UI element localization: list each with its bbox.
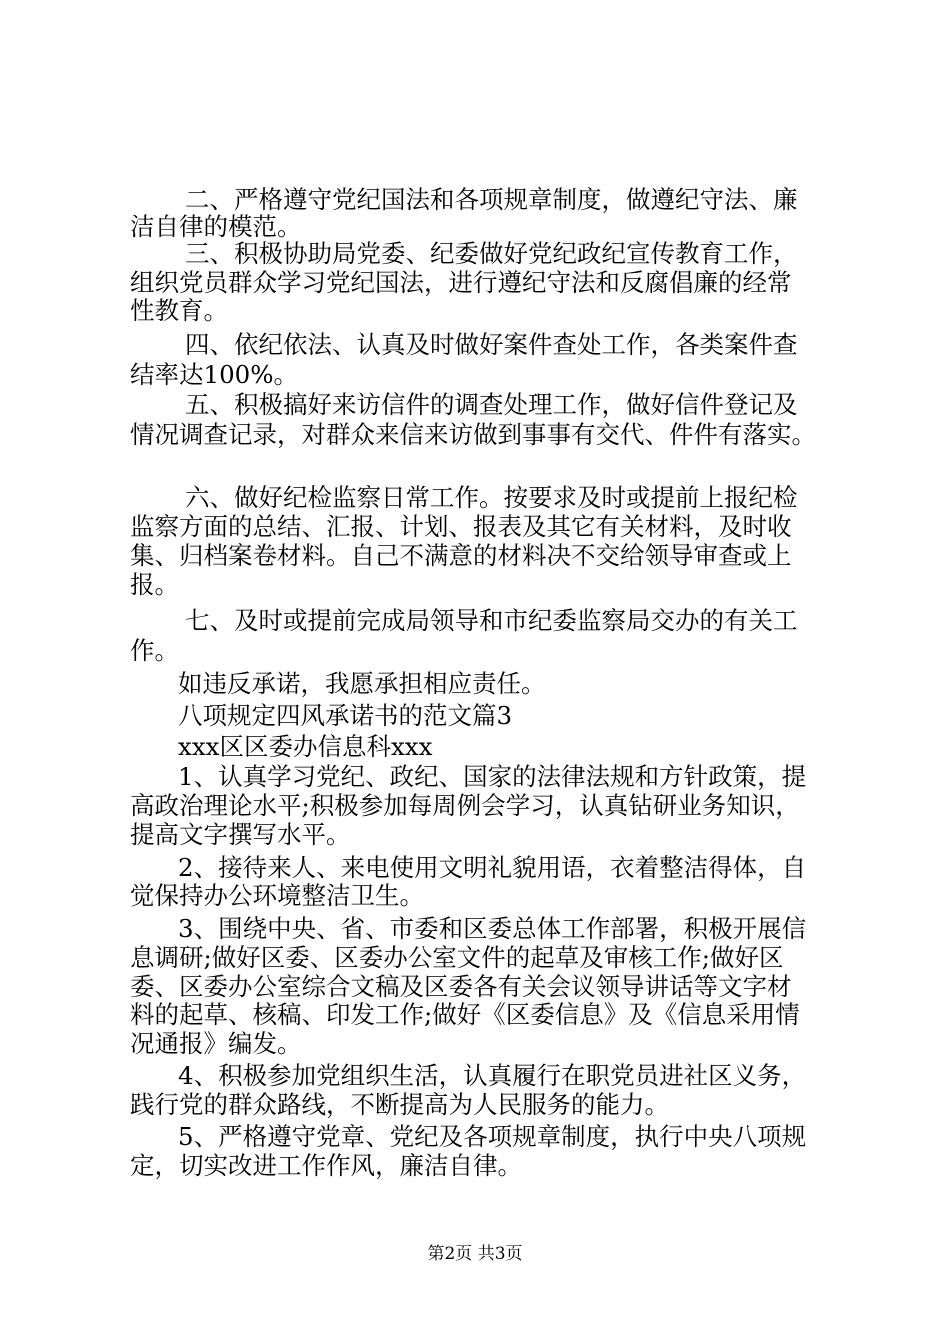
text-line: 二、严格遵守党纪国法和各项规章制度，做遵纪守法、廉 <box>185 185 798 214</box>
text-line: 三、积极协助局党委、纪委做好党纪政纪宣传教育工作， <box>185 239 798 268</box>
text-line: 四、依纪依法、认真及时做好案件查处工作，各类案件查 <box>185 330 798 359</box>
text-line: 结率达100%。 <box>130 360 299 389</box>
page-footer: 第2页 共3页 <box>427 1244 523 1264</box>
text-line: 委、区委办公室综合文稿及区委各有关会议领导讲话等文字材 <box>130 972 792 1001</box>
text-line: 监察方面的总结、汇报、计划、报表及其它有关材料，及时收 <box>130 512 792 541</box>
text-line: 觉保持办公环境整洁卫生。 <box>130 881 424 910</box>
text-line: 定，切实改进工作作风，廉洁自律。 <box>130 1151 522 1180</box>
text-line: 4、积极参加党组织生活，认真履行在职党员进社区义务， <box>178 1061 807 1090</box>
text-line: 如违反承诺，我愿承担相应责任。 <box>178 669 546 698</box>
text-line: 性教育。 <box>130 296 228 325</box>
text-line: 2、接待来人、来电使用文明礼貌用语，衣着整洁得体，自 <box>178 853 807 882</box>
text-line: 五、积极搞好来访信件的调查处理工作，做好信件登记及 <box>185 390 798 419</box>
text-line: 3、围绕中央、省、市委和区委总体工作部署，积极开展信 <box>178 914 807 943</box>
text-line: 洁自律的模范。 <box>130 212 302 241</box>
text-line: 七、及时或提前完成局领导和市纪委监察局交办的有关工 <box>185 606 798 635</box>
text-line: 5、严格遵守党章、党纪及各项规章制度，执行中央八项规 <box>178 1122 807 1151</box>
section-title: 八项规定四风承诺书的范文篇3 <box>178 701 513 730</box>
text-line: xxx区区委办信息科xxx <box>178 732 433 761</box>
text-line: 六、做好纪检监察日常工作。按要求及时或提前上报纪检 <box>185 483 798 512</box>
text-line: 情况调查记录，对群众来信来访做到事事有交代、件件有落实。 <box>130 420 816 449</box>
text-line: 践行党的群众路线，不断提高为人民服务的能力。 <box>130 1090 669 1119</box>
text-line: 组织党员群众学习党纪国法，进行遵纪守法和反腐倡廉的经常 <box>130 268 792 297</box>
text-line: 作。 <box>130 636 179 665</box>
text-line: 报。 <box>130 570 179 599</box>
text-line: 1、认真学习党纪、政纪、国家的法律法规和方针政策，提 <box>178 762 807 791</box>
text-line: 料的起草、核稿、印发工作;做好《区委信息》及《信息采用情 <box>130 1000 800 1029</box>
text-line: 高政治理论水平;积极参加每周例会学习，认真钻研业务知识， <box>130 791 800 820</box>
text-line: 提高文字撰写水平。 <box>130 820 351 849</box>
text-line: 息调研;做好区委、区委办公室文件的起草及审核工作;做好区 <box>130 943 784 972</box>
text-line: 况通报》编发。 <box>130 1029 302 1058</box>
text-line: 集、归档案卷材料。自己不满意的材料决不交给领导审查或上 <box>130 541 792 570</box>
